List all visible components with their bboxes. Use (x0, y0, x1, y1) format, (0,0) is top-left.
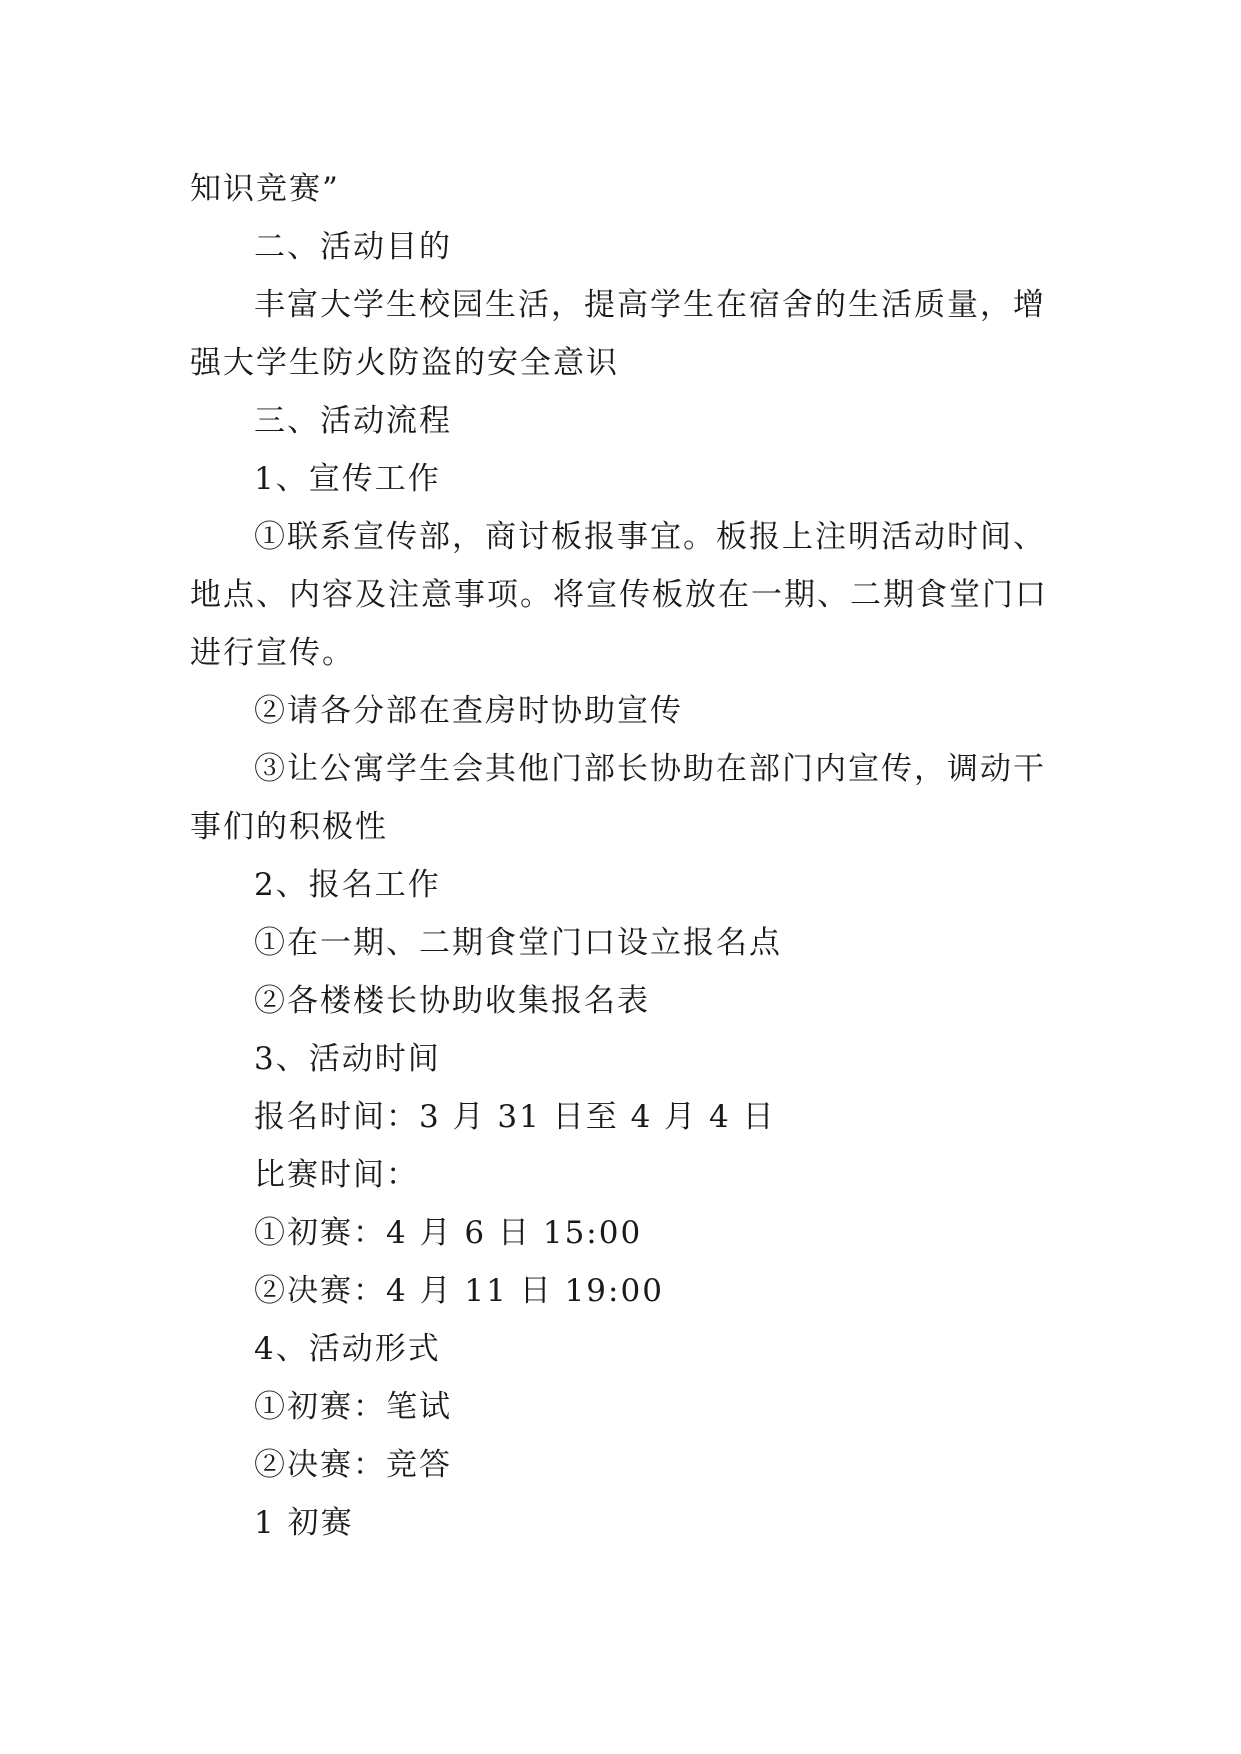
text-line: ②决赛：4 月 11 日 19:00 (254, 1273, 664, 1309)
text-line: ③让公寓学生会其他门部长协助在部门内宣传，调动干 (254, 751, 1046, 787)
text-line: ①联系宣传部，商讨板报事宜。板报上注明活动时间、 (254, 519, 1046, 555)
text-line: 强大学生防火防盗的安全意识 (190, 345, 619, 381)
text-line: 丰富大学生校园生活，提高学生在宿舍的生活质量，增 (254, 287, 1046, 323)
section-heading: 三、活动流程 (254, 403, 452, 439)
text-line: ②决赛：竞答 (254, 1447, 452, 1483)
subsection-heading: 1 初赛 (254, 1505, 354, 1541)
text-line: 报名时间：3 月 31 日至 4 月 4 日 (254, 1099, 776, 1135)
text-line: ①初赛：4 月 6 日 15:00 (254, 1215, 643, 1251)
text-line: 事们的积极性 (190, 809, 388, 845)
text-line: ②请各分部在查房时协助宣传 (254, 693, 683, 729)
document-body (190, 160, 1070, 1552)
section-heading: 二、活动目的 (254, 229, 452, 265)
subsection-heading: 2、报名工作 (254, 867, 441, 903)
subsection-heading: 1、宣传工作 (254, 461, 441, 497)
text-line: ①在一期、二期食堂门口设立报名点 (254, 925, 782, 961)
text-line: 地点、内容及注意事项。将宣传板放在一期、二期食堂门口 (190, 577, 1048, 613)
subsection-heading: 4、活动形式 (254, 1331, 441, 1367)
text-line: ①初赛：笔试 (254, 1389, 452, 1425)
text-line: 进行宣传。 (190, 635, 355, 671)
text-line: 比赛时间： (254, 1157, 419, 1193)
text-line: 知识竞赛” (190, 171, 340, 207)
text-line: ②各楼楼长协助收集报名表 (254, 983, 650, 1019)
subsection-heading: 3、活动时间 (254, 1041, 441, 1077)
